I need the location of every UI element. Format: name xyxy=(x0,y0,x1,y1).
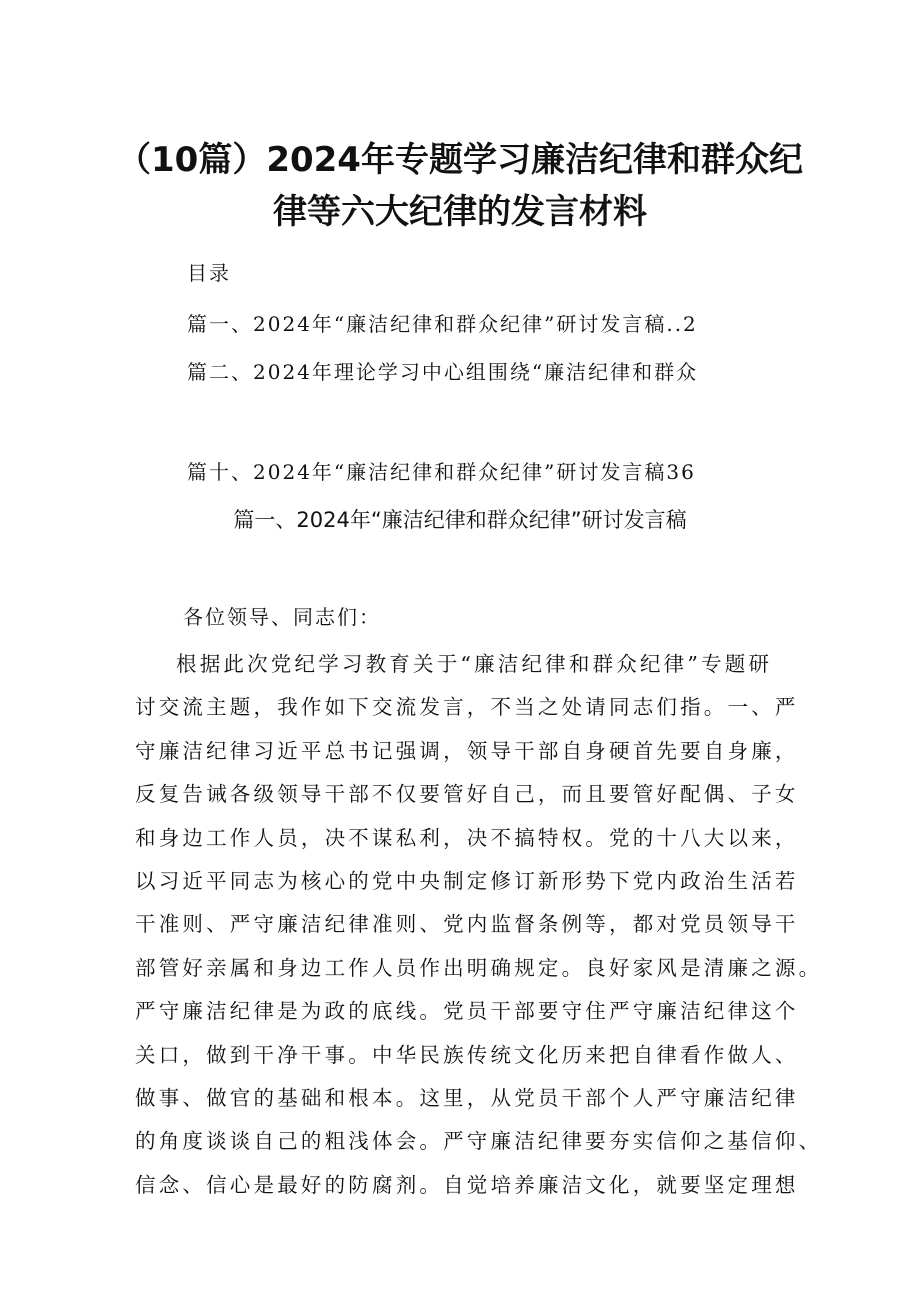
toc-item-1[interactable]: 篇一、2024年“廉洁纪律和群众纪律”研讨发言稿..2 xyxy=(187,312,698,336)
body-line: 的角度谈谈自己的粗浅体会。严守廉洁纪律要夯实信仰之基信仰、 xyxy=(135,1129,823,1154)
toc-item-10[interactable]: 篇十、2024年“廉洁纪律和群众纪律”研讨发言稿36 xyxy=(187,460,696,484)
document-title-line-2: 律等六大纪律的发言材料 xyxy=(273,192,647,232)
body-line: 严守廉洁纪律是为政的底线。党员干部要守住严守廉洁纪律这个 xyxy=(135,999,799,1024)
body-line: 做事、做官的基础和根本。这里，从党员干部个人严守廉洁纪律 xyxy=(135,1085,799,1110)
body-line: 讨交流主题，我作如下交流发言，不当之处请同志们指。一、严 xyxy=(135,695,799,720)
section-heading: 篇一、2024年“廉洁纪律和群众纪律”研讨发言稿 xyxy=(233,508,687,532)
body-line: 关口，做到干净干事。中华民族传统文化历来把自律看作做人、 xyxy=(135,1042,799,1067)
toc-item-2[interactable]: 篇二、2024年理论学习中心组围绕“廉洁纪律和群众 xyxy=(187,360,699,384)
document-title-line-1: （10篇）2024年专题学习廉洁纪律和群众纪 xyxy=(117,140,803,180)
body-line: 以习近平同志为核心的党中央制定修订新形势下党内政治生活若 xyxy=(135,868,799,893)
body-line: 信念、信心是最好的防腐剂。自觉培养廉洁文化，就要坚定理想 xyxy=(135,1172,799,1197)
body-paragraph xyxy=(135,643,823,1207)
greeting: 各位领导、同志们： xyxy=(183,605,381,629)
toc-heading: 目录 xyxy=(187,261,231,285)
body-line: 反复告诫各级领导干部不仅要管好自己，而且要管好配偶、子女 xyxy=(135,782,799,807)
body-line: 守廉洁纪律习近平总书记强调，领导干部自身硬首先要自身廉， xyxy=(135,738,799,763)
body-line: 根据此次党纪学习教育关于“廉洁纪律和群众纪律”专题研 xyxy=(176,652,773,676)
body-line: 部管好亲属和身边工作人员作出明确规定。良好家风是清廉之源。 xyxy=(135,955,823,980)
body-line: 干准则、严守廉洁纪律准则、党内监督条例等，都对党员领导干 xyxy=(135,912,799,937)
body-line: 和身边工作人员，决不谋私利，决不搞特权。党的十八大以来， xyxy=(135,825,799,850)
